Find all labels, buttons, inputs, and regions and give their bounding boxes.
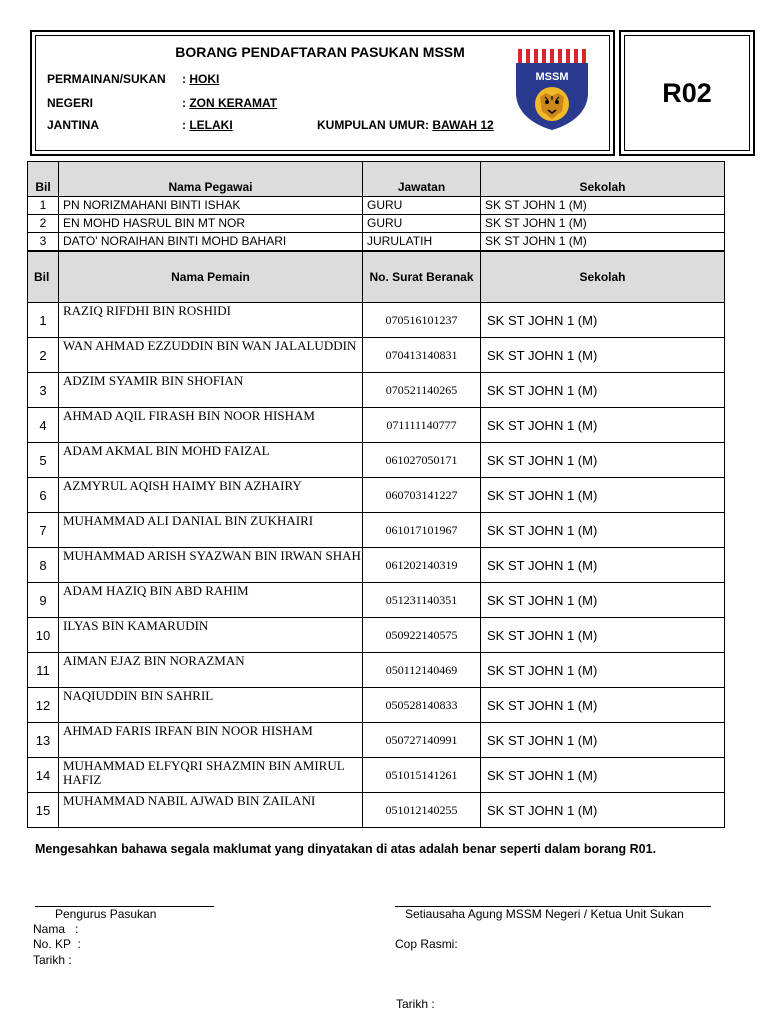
col-no-surat-beranak: No. Surat Beranak [363, 252, 481, 303]
table-row [28, 373, 725, 408]
sekolah-cell: SK ST JOHN 1 (M) [481, 723, 725, 758]
jantina-value-wrap [182, 118, 233, 132]
table-row [28, 478, 725, 513]
bil-cell: 6 [28, 478, 59, 513]
table-row [28, 793, 725, 828]
nama-pemain-cell: ADAM HAZIQ BIN ABD RAHIM [59, 583, 363, 618]
kumpulan-value: BAWAH 12 [432, 118, 494, 132]
colon: : [182, 96, 186, 110]
table-row [28, 758, 725, 793]
nama-cell: DATO' NORAIHAN BINTI MOHD BAHARI [59, 233, 363, 251]
col-sekolah: Sekolah [481, 162, 725, 197]
bil-cell: 2 [28, 338, 59, 373]
table-row [28, 197, 725, 215]
kumpulan-label: KUMPULAN UMUR: [317, 118, 429, 132]
nama-pemain-cell: AZMYRUL AQISH HAIMY BIN AZHAIRY [59, 478, 363, 513]
table-row [28, 338, 725, 373]
no-surat-beranak-cell: 060703141227 [363, 478, 481, 513]
sekolah-cell: SK ST JOHN 1 (M) [481, 408, 725, 443]
negeri-label: NEGERI [47, 96, 94, 110]
sekolah-cell: SK ST JOHN 1 (M) [481, 338, 725, 373]
bil-cell: 7 [28, 513, 59, 548]
jawatan-cell: GURU [363, 215, 481, 233]
sekolah-cell: SK ST JOHN 1 (M) [481, 583, 725, 618]
bil-cell: 13 [28, 723, 59, 758]
nama-pemain-cell: AHMAD FARIS IRFAN BIN NOOR HISHAM [59, 723, 363, 758]
nama-pemain-cell: AIMAN EJAZ BIN NORAZMAN [59, 653, 363, 688]
no-surat-beranak-cell: 061027050171 [363, 443, 481, 478]
col-nama-pegawai: Nama Pegawai [59, 162, 363, 197]
logo-text: MSSM [535, 71, 569, 83]
kumpulan-wrap [317, 118, 494, 132]
sekolah-cell: SK ST JOHN 1 (M) [481, 793, 725, 828]
nama-pemain-cell: MUHAMMAD NABIL AJWAD BIN ZAILANI [59, 793, 363, 828]
table-row [28, 408, 725, 443]
no-surat-beranak-cell: 070521140265 [363, 373, 481, 408]
nama-pemain-cell: ILYAS BIN KAMARUDIN [59, 618, 363, 653]
no-kp-label: No. KP : [33, 937, 81, 951]
sekolah-cell: SK ST JOHN 1 (M) [481, 478, 725, 513]
col-nama-pemain: Nama Pemain [59, 252, 363, 303]
no-surat-beranak-cell: 071111140777 [363, 408, 481, 443]
sekolah-cell: SK ST JOHN 1 (M) [481, 373, 725, 408]
no-surat-beranak-cell: 061017101967 [363, 513, 481, 548]
nama-pemain-cell: MUHAMMAD ALI DANIAL BIN ZUKHAIRI [59, 513, 363, 548]
jantina-value: LELAKI [189, 118, 233, 132]
form-title: BORANG PENDAFTARAN PASUKAN MSSM [175, 44, 465, 60]
no-surat-beranak-cell: 051012140255 [363, 793, 481, 828]
col-bil: Bil [28, 252, 59, 303]
tarikh-right-label: Tarikh : [396, 997, 435, 1011]
negeri-value-wrap [182, 96, 277, 110]
table-row [28, 215, 725, 233]
table-row [28, 723, 725, 758]
permainan-value: HOKI [189, 72, 220, 86]
permainan-value-wrap [182, 72, 219, 86]
sekolah-cell: SK ST JOHN 1 (M) [481, 233, 725, 251]
nama-cell: EN MOHD HASRUL BIN MT NOR [59, 215, 363, 233]
form-code: R02 [624, 35, 750, 151]
officials-table [27, 161, 725, 251]
table-row [28, 233, 725, 251]
nama-pemain-cell: RAZIQ RIFDHI BIN ROSHIDI [59, 303, 363, 338]
bil-cell: 1 [28, 303, 59, 338]
no-surat-beranak-cell: 070413140831 [363, 338, 481, 373]
nama-pemain-cell: AHMAD AQIL FIRASH BIN NOOR HISHAM [59, 408, 363, 443]
table-row [28, 688, 725, 723]
officials-header-row [28, 162, 725, 197]
sekolah-cell: SK ST JOHN 1 (M) [481, 215, 725, 233]
no-surat-beranak-cell: 050727140991 [363, 723, 481, 758]
table-row [28, 513, 725, 548]
sekolah-cell: SK ST JOHN 1 (M) [481, 548, 725, 583]
bil-cell: 2 [28, 215, 59, 233]
sekolah-cell: SK ST JOHN 1 (M) [481, 618, 725, 653]
nama-pemain-cell: NAQIUDDIN BIN SAHRIL [59, 688, 363, 723]
bil-cell: 14 [28, 758, 59, 793]
no-surat-beranak-cell: 050528140833 [363, 688, 481, 723]
nama-cell: PN NORIZMAHANI BINTI ISHAK [59, 197, 363, 215]
negeri-value: ZON KERAMAT [189, 96, 278, 110]
nama-pemain-cell: MUHAMMAD ARISH SYAZWAN BIN IRWAN SHAH [59, 548, 363, 583]
bil-cell: 3 [28, 373, 59, 408]
no-surat-beranak-cell: 070516101237 [363, 303, 481, 338]
sekolah-cell: SK ST JOHN 1 (M) [481, 197, 725, 215]
nama-pemain-cell: ADZIM SYAMIR BIN SHOFIAN [59, 373, 363, 408]
sekolah-cell: SK ST JOHN 1 (M) [481, 653, 725, 688]
sekolah-cell: SK ST JOHN 1 (M) [481, 688, 725, 723]
table-row [28, 303, 725, 338]
players-header-row [28, 252, 725, 303]
jawatan-cell: JURULATIH [363, 233, 481, 251]
pengurus-title: Pengurus Pasukan [55, 907, 157, 921]
bil-cell: 11 [28, 653, 59, 688]
no-surat-beranak-cell: 051231140351 [363, 583, 481, 618]
confirmation-statement: Mengesahkan bahawa segala maklumat yang dinyatakan di atas adalah benar seperti dalam borang R01. [35, 842, 657, 856]
no-surat-beranak-cell: 050112140469 [363, 653, 481, 688]
bil-cell: 3 [28, 233, 59, 251]
bil-cell: 8 [28, 548, 59, 583]
sekolah-cell: SK ST JOHN 1 (M) [481, 758, 725, 793]
nama-label: Nama : [33, 922, 79, 936]
table-row [28, 583, 725, 618]
permainan-label: PERMAINAN/SUKAN [47, 72, 166, 86]
col-jawatan: Jawatan [363, 162, 481, 197]
players-table [27, 251, 725, 828]
table-row [28, 618, 725, 653]
no-surat-beranak-cell: 061202140319 [363, 548, 481, 583]
mssm-logo-icon [512, 49, 592, 131]
no-surat-beranak-cell: 051015141261 [363, 758, 481, 793]
bil-cell: 9 [28, 583, 59, 618]
table-row [28, 443, 725, 478]
bil-cell: 5 [28, 443, 59, 478]
tarikh-left-label: Tarikh : [33, 953, 72, 967]
table-row [28, 653, 725, 688]
nama-pemain-cell: ADAM AKMAL BIN MOHD FAIZAL [59, 443, 363, 478]
jantina-label: JANTINA [47, 118, 100, 132]
colon: : [182, 118, 186, 132]
no-surat-beranak-cell: 050922140575 [363, 618, 481, 653]
bil-cell: 4 [28, 408, 59, 443]
sekolah-cell: SK ST JOHN 1 (M) [481, 303, 725, 338]
col-bil: Bil [28, 162, 59, 197]
nama-pemain-cell: WAN AHMAD EZZUDDIN BIN WAN JALALUDDIN [59, 338, 363, 373]
jawatan-cell: GURU [363, 197, 481, 215]
bil-cell: 1 [28, 197, 59, 215]
bil-cell: 12 [28, 688, 59, 723]
sekolah-cell: SK ST JOHN 1 (M) [481, 443, 725, 478]
cop-rasmi-label: Cop Rasmi: [395, 937, 458, 951]
colon: : [182, 72, 186, 86]
table-row [28, 548, 725, 583]
sekolah-cell: SK ST JOHN 1 (M) [481, 513, 725, 548]
col-sekolah: Sekolah [481, 252, 725, 303]
bil-cell: 10 [28, 618, 59, 653]
bil-cell: 15 [28, 793, 59, 828]
setiausaha-title: Setiausaha Agung MSSM Negeri / Ketua Unit Sukan [405, 907, 684, 921]
nama-pemain-cell: MUHAMMAD ELFYQRI SHAZMIN BIN AMIRUL HAFIZ [59, 758, 363, 793]
